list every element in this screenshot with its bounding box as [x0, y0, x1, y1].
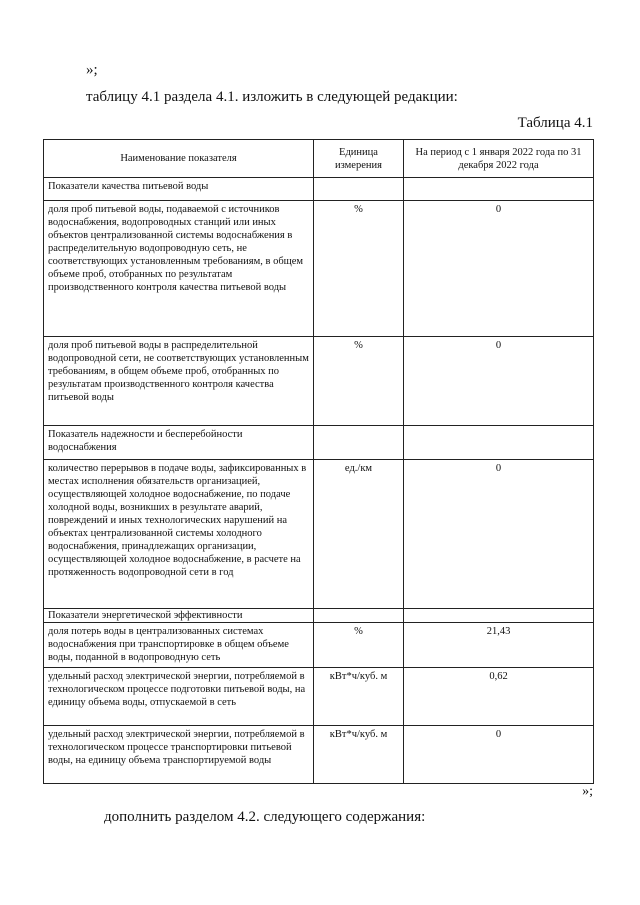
column-header-name: Наименование показателя	[44, 140, 314, 178]
table-row	[44, 178, 594, 201]
row-unit: кВт*ч/куб. м	[314, 726, 404, 784]
row-name: доля проб питьевой воды, подаваемой с источников водоснабжения, водопроводных станций или иных объектов централизованной системы водоснабжения в распределительную водопроводную сеть, не соответствующих установленным требованиям, в общем объеме проб, отобранных по результатам производственного контроля качества питьевой воды	[44, 201, 314, 337]
indicators-table	[43, 139, 594, 784]
table-row	[44, 426, 594, 460]
row-value: 0	[404, 460, 594, 609]
column-header-period: На период с 1 января 2022 года по 31 декабря 2022 года	[404, 140, 594, 178]
table-row	[44, 726, 594, 784]
row-unit	[314, 609, 404, 623]
row-unit: %	[314, 201, 404, 337]
closing-quote-end: »;	[582, 784, 593, 799]
row-value: 0	[404, 337, 594, 426]
table-row	[44, 668, 594, 726]
row-value	[404, 426, 594, 460]
table-row	[44, 623, 594, 668]
row-value: 0,62	[404, 668, 594, 726]
row-unit: кВт*ч/куб. м	[314, 668, 404, 726]
row-name: Показатель надежности и бесперебойности водоснабжения	[44, 426, 314, 460]
instruction-text: таблицу 4.1 раздела 4.1. изложить в следующей редакции:	[86, 89, 458, 105]
row-name: удельный расход электрической энергии, потребляемой в технологическом процессе транспортировки питьевой воды, на единицу объема транспортируемой воды	[44, 726, 314, 784]
table-row	[44, 337, 594, 426]
column-header-unit: Единица измерения	[314, 140, 404, 178]
row-name: Показатели качества питьевой воды	[44, 178, 314, 201]
row-name: количество перерывов в подаче воды, зафиксированных в местах исполнения обязательств организацией, осуществляющей холодное водоснабжение, по подаче холодной воды, возникших в результате аварий, повреждений и иных технологических нарушений на объектах централизованной системы холодного водоснабжения, принадлежащих организации, осуществляющей холодное водоснабжение, в расчете на протяженность водопроводной сети в год	[44, 460, 314, 609]
table-row	[44, 609, 594, 623]
table-row	[44, 201, 594, 337]
row-value	[404, 178, 594, 201]
row-name: доля проб питьевой воды в распределительной водопроводной сети, не соответствующих установленным требованиям, в общем объеме проб, отобранных по результатам производственного контроля качества питьевой воды	[44, 337, 314, 426]
row-unit: %	[314, 337, 404, 426]
row-value: 0	[404, 726, 594, 784]
row-name: Показатели энергетической эффективности	[44, 609, 314, 623]
row-unit	[314, 426, 404, 460]
instruction-text-2: дополнить разделом 4.2. следующего содержания:	[104, 809, 426, 825]
row-value: 21,43	[404, 623, 594, 668]
row-name: удельный расход электрической энергии, потребляемой в технологическом процессе подготовки питьевой воды, на единицу объема воды, отпускаемой в сеть	[44, 668, 314, 726]
row-value	[404, 609, 594, 623]
row-unit: %	[314, 623, 404, 668]
row-name: доля потерь воды в централизованных системах водоснабжения при транспортировке в общем объеме воды, поданной в водопроводную сеть	[44, 623, 314, 668]
row-value: 0	[404, 201, 594, 337]
table-header-row	[44, 140, 594, 178]
row-unit	[314, 178, 404, 201]
table-row	[44, 460, 594, 609]
table-caption: Таблица 4.1	[517, 115, 593, 131]
closing-quote-top: »;	[86, 62, 98, 78]
row-unit: ед./км	[314, 460, 404, 609]
